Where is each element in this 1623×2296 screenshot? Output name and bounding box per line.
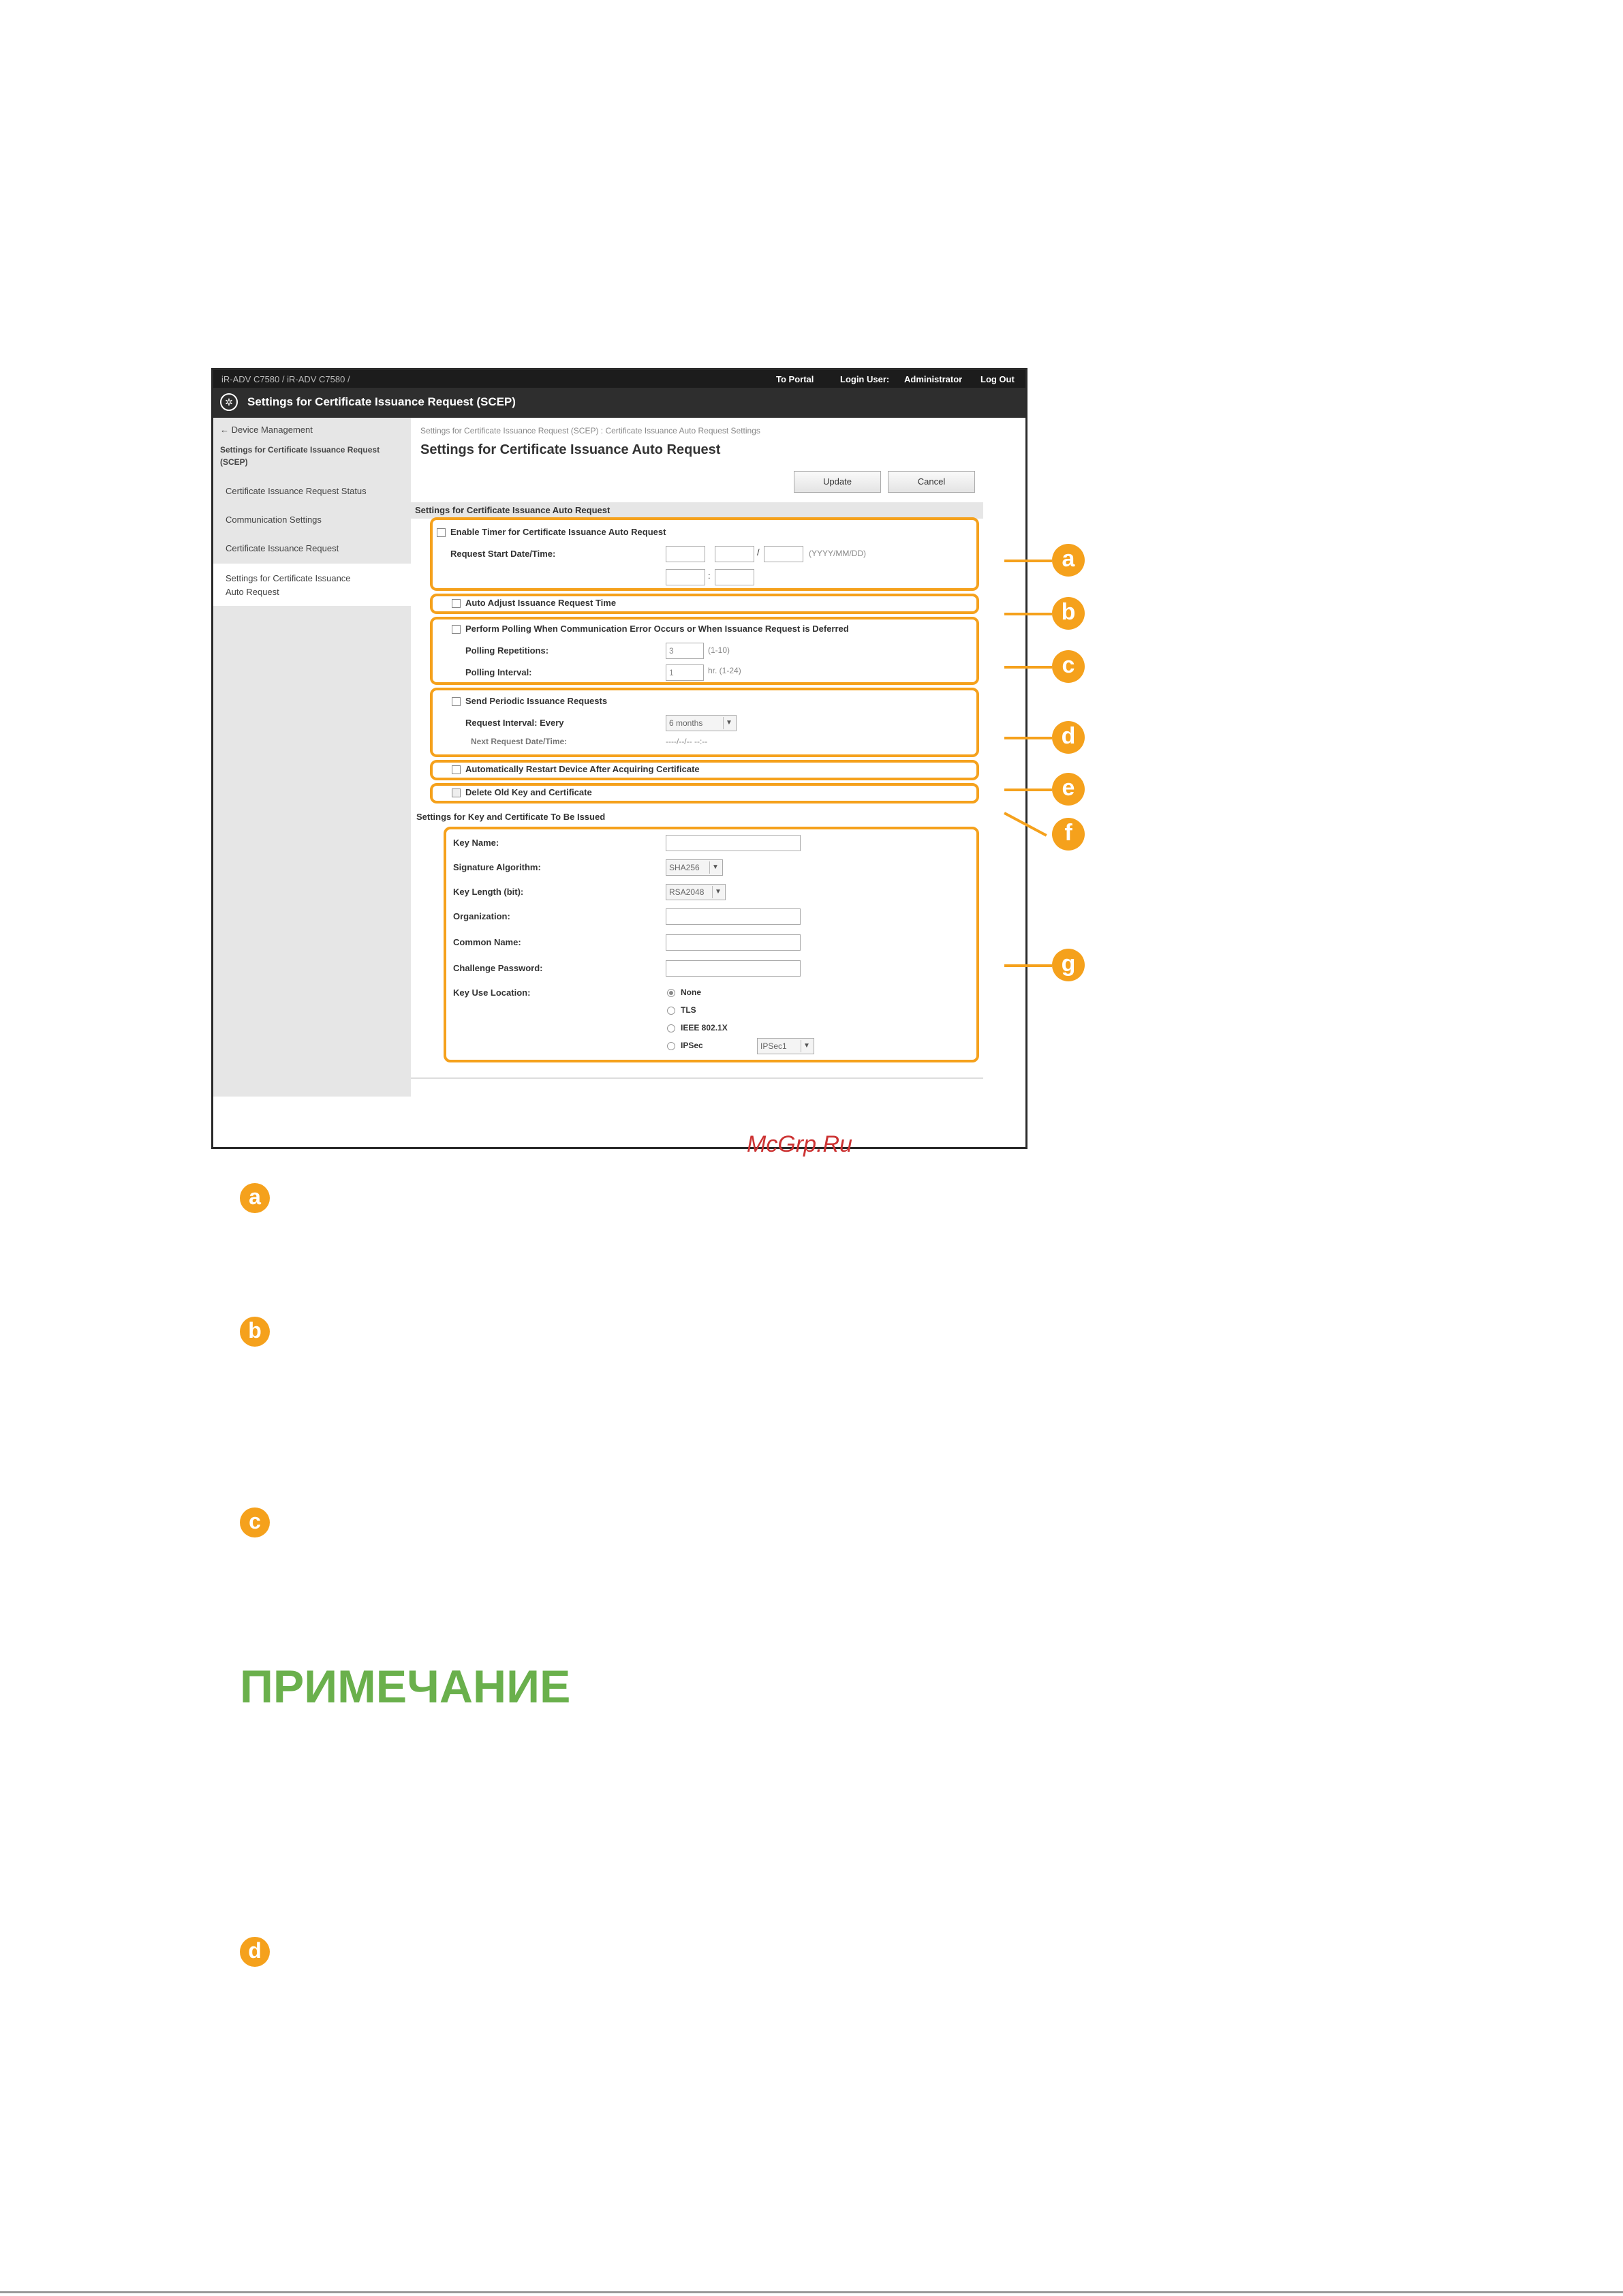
polling-interval-input[interactable]: 1 [666, 664, 704, 681]
challenge-password-input[interactable] [666, 960, 801, 977]
auto-restart-checkbox[interactable] [452, 765, 461, 774]
chevron-down-icon: ▼ [723, 717, 735, 729]
request-interval-label: Request Interval: Every [465, 718, 564, 728]
callout-leader-c [1004, 666, 1052, 669]
callout-leader-a [1004, 560, 1052, 562]
update-button[interactable]: Update [794, 471, 881, 493]
section-auto-request-header: Settings for Certificate Issuance Auto Request [411, 502, 983, 519]
sidebar-item-issuance-request[interactable]: Certificate Issuance Request [226, 543, 339, 553]
sidebar-group-title: Settings for Certificate Issuance Request [220, 445, 380, 455]
chevron-down-icon: ▼ [801, 1040, 812, 1052]
page-bottom-rule [0, 2291, 1623, 2293]
organization-label: Organization: [453, 911, 510, 921]
next-request-value: ----/--/-- --:-- [666, 737, 708, 746]
auto-adjust-label: Auto Adjust Issuance Request Time [465, 598, 617, 608]
sidebar-item-issuance-status[interactable]: Certificate Issuance Request Status [226, 486, 367, 496]
sidebar-item-label: Settings for Certificate Issuance [226, 573, 351, 583]
watermark: McGrp.Ru [747, 1131, 852, 1157]
back-to-device-management[interactable]: ← Device Management [220, 425, 313, 435]
top-bar [213, 370, 1025, 388]
main-content [411, 418, 1025, 1147]
title-bar [213, 388, 1025, 418]
callout-leader-e [1004, 789, 1052, 791]
polling-interval-range: hr. (1-24) [708, 666, 741, 675]
callout-leader-d [1004, 737, 1052, 739]
date-gap [705, 546, 708, 562]
radio-tls[interactable] [667, 1007, 675, 1015]
radio-tls-label: TLS [681, 1005, 696, 1015]
auto-restart-label: Automatically Restart Device After Acquiring Certificate [465, 764, 700, 774]
settings-app-icon: ✲ [220, 393, 238, 411]
radio-ipsec-label: IPSec [681, 1041, 703, 1050]
polling-checkbox[interactable] [452, 625, 461, 634]
signature-algorithm-label: Signature Algorithm: [453, 862, 541, 872]
device-breadcrumb: iR-ADV C7580 / iR-ADV C7580 / [221, 374, 350, 384]
date-separator: / [757, 547, 760, 557]
sidebar-item-label-2: Auto Request [226, 587, 279, 597]
login-user-label: Login User: [840, 374, 890, 384]
scep-screenshot [211, 368, 1027, 1149]
time-separator: : [708, 570, 711, 581]
sidebar-item-auto-request[interactable] [213, 564, 411, 606]
callout-e: e [1052, 773, 1085, 806]
polling-repetitions-range: (1-10) [708, 645, 730, 655]
chevron-down-icon: ▼ [712, 886, 724, 898]
polling-label: Perform Polling When Communication Error Occurs or When Issuance Request is Deferred [465, 624, 849, 634]
page-title: Settings for Certificate Issuance Auto Request [420, 442, 721, 457]
request-interval-value: 6 months [669, 718, 703, 728]
form-bottom-divider [411, 1077, 983, 1079]
section-key-header: Settings for Key and Certificate To Be Issued [411, 809, 983, 825]
radio-ieee8021x-label: IEEE 802.1X [681, 1023, 728, 1032]
callout-g: g [1052, 949, 1085, 981]
signature-algorithm-select[interactable] [666, 859, 723, 876]
organization-input[interactable] [666, 908, 801, 925]
login-user-name: Administrator [904, 374, 963, 384]
common-name-label: Common Name: [453, 937, 521, 947]
doc-bullet-b: b [240, 1317, 270, 1347]
key-length-select[interactable] [666, 884, 726, 900]
callout-f: f [1052, 818, 1085, 851]
hour-input[interactable] [666, 569, 705, 585]
day-input[interactable] [764, 546, 803, 562]
radio-ieee8021x[interactable] [667, 1024, 675, 1032]
year-input[interactable] [666, 546, 705, 562]
ipsec-value: IPSec1 [760, 1041, 787, 1051]
window-title: Settings for Certificate Issuance Request (SCEP) [247, 395, 516, 408]
key-use-location-label: Key Use Location: [453, 988, 531, 998]
periodic-request-checkbox[interactable] [452, 697, 461, 706]
minute-input[interactable] [715, 569, 754, 585]
to-portal-link[interactable]: To Portal [776, 374, 814, 384]
callout-a: a [1052, 544, 1085, 577]
sidebar [213, 418, 411, 1097]
radio-none[interactable] [667, 989, 675, 997]
callout-b: b [1052, 597, 1085, 630]
radio-none-label: None [681, 988, 701, 997]
key-length-value: RSA2048 [669, 887, 705, 897]
polling-repetitions-label: Polling Repetitions: [465, 645, 549, 656]
auto-adjust-checkbox[interactable] [452, 599, 461, 608]
callout-leader-b [1004, 613, 1052, 615]
request-start-label: Request Start Date/Time: [450, 549, 556, 559]
common-name-input[interactable] [666, 934, 801, 951]
doc-bullet-c: c [240, 1507, 270, 1537]
date-format-hint: (YYYY/MM/DD) [809, 549, 866, 558]
delete-old-key-label: Delete Old Key and Certificate [465, 787, 592, 797]
ipsec-select[interactable] [757, 1038, 814, 1054]
callout-d: d [1052, 721, 1085, 754]
month-input[interactable] [715, 546, 754, 562]
callout-leader-g [1004, 964, 1052, 967]
sidebar-item-communication-settings[interactable]: Communication Settings [226, 515, 322, 525]
key-length-label: Key Length (bit): [453, 887, 524, 897]
chevron-down-icon: ▼ [709, 861, 721, 874]
radio-ipsec[interactable] [667, 1042, 675, 1050]
key-name-input[interactable] [666, 835, 801, 851]
request-interval-select[interactable] [666, 715, 737, 731]
callout-c: c [1052, 650, 1085, 683]
logout-link[interactable]: Log Out [980, 374, 1015, 384]
breadcrumb: Settings for Certificate Issuance Request (SCEP) : Certificate Issuance Auto Request Settings [420, 426, 760, 435]
sidebar-group-title-2: (SCEP) [220, 457, 248, 467]
periodic-request-label: Send Periodic Issuance Requests [465, 696, 608, 706]
key-name-label: Key Name: [453, 838, 499, 848]
delete-old-key-checkbox[interactable] [452, 789, 461, 797]
doc-bullet-a: a [240, 1183, 270, 1213]
cancel-button[interactable]: Cancel [888, 471, 975, 493]
enable-timer-label: Enable Timer for Certificate Issuance Auto Request [450, 527, 666, 537]
challenge-password-label: Challenge Password: [453, 963, 543, 973]
next-request-label: Next Request Date/Time: [471, 737, 568, 746]
polling-interval-label: Polling Interval: [465, 667, 532, 677]
doc-bullet-d: d [240, 1937, 270, 1967]
signature-algorithm-value: SHA256 [669, 863, 700, 872]
enable-timer-checkbox[interactable] [437, 528, 446, 537]
polling-repetitions-input[interactable]: 3 [666, 643, 704, 659]
note-heading: ПРИМЕЧАНИЕ [240, 1661, 571, 1713]
